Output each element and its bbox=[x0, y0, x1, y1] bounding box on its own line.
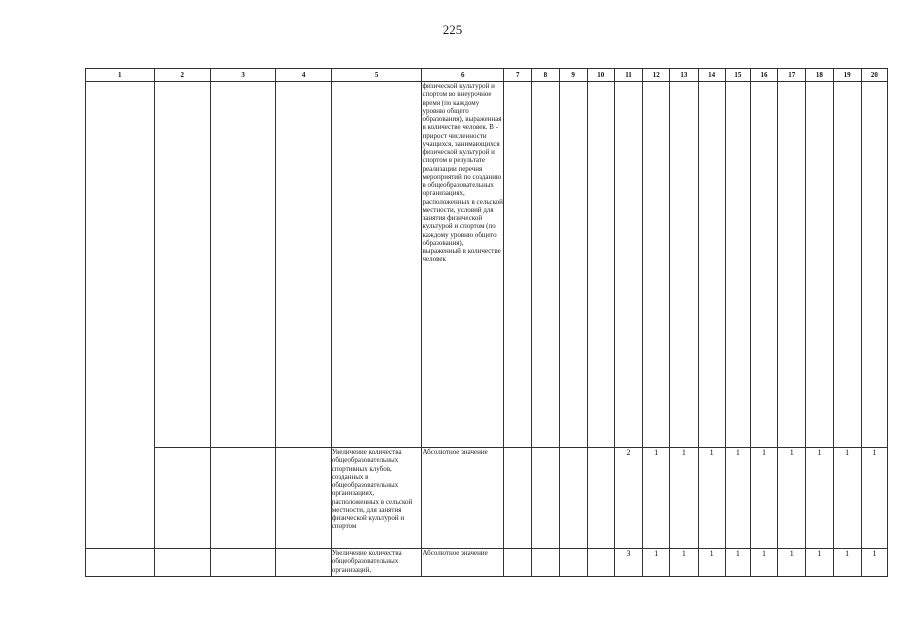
table-row bbox=[86, 549, 888, 577]
table-cell bbox=[210, 82, 275, 448]
table-cell bbox=[750, 82, 777, 448]
value-cell: 1 bbox=[778, 448, 806, 549]
value-cell: 1 bbox=[861, 549, 887, 577]
header-cell: 17 bbox=[778, 69, 806, 82]
value-cell: 1 bbox=[643, 448, 670, 549]
table-cell bbox=[504, 82, 532, 448]
header-cell: 19 bbox=[833, 69, 861, 82]
header-cell: 14 bbox=[698, 69, 725, 82]
value-cell: 1 bbox=[750, 448, 777, 549]
table-cell bbox=[331, 82, 422, 448]
table-cell bbox=[643, 82, 670, 448]
table-cell bbox=[587, 82, 614, 448]
value-cell: 1 bbox=[725, 549, 750, 577]
header-cell: 6 bbox=[422, 69, 504, 82]
value-cell: 1 bbox=[750, 549, 777, 577]
value-cell: 1 bbox=[806, 549, 833, 577]
header-cell: 3 bbox=[210, 69, 275, 82]
table-cell bbox=[504, 448, 532, 549]
table-cell bbox=[504, 549, 532, 577]
table-cell bbox=[725, 82, 750, 448]
header-cell: 4 bbox=[276, 69, 331, 82]
header-cell: 16 bbox=[750, 69, 777, 82]
table-cell bbox=[532, 82, 559, 448]
value-cell: 1 bbox=[833, 549, 861, 577]
header-cell: 11 bbox=[614, 69, 642, 82]
table-cell bbox=[86, 82, 155, 549]
table-row bbox=[86, 82, 888, 448]
value-cell: 1 bbox=[861, 448, 887, 549]
table-cell bbox=[154, 549, 210, 577]
table-cell bbox=[861, 82, 887, 448]
value-cell: 1 bbox=[806, 448, 833, 549]
table-cell bbox=[778, 82, 806, 448]
header-cell: 12 bbox=[643, 69, 670, 82]
value-cell: 1 bbox=[698, 448, 725, 549]
table-cell bbox=[559, 448, 587, 549]
unit-cell: Абсолютное значение bbox=[422, 448, 504, 549]
table-cell bbox=[670, 82, 698, 448]
value-cell: 1 bbox=[725, 448, 750, 549]
header-cell: 5 bbox=[331, 69, 422, 82]
value-cell: 1 bbox=[643, 549, 670, 577]
unit-cell: Абсолютное значение bbox=[422, 549, 504, 577]
header-cell: 18 bbox=[806, 69, 833, 82]
table-cell bbox=[210, 448, 275, 549]
table-cell bbox=[532, 448, 559, 549]
table-cell bbox=[276, 82, 331, 448]
table-cell bbox=[276, 448, 331, 549]
header-cell: 10 bbox=[587, 69, 614, 82]
header-cell: 7 bbox=[504, 69, 532, 82]
value-cell: 1 bbox=[670, 448, 698, 549]
table-cell bbox=[210, 549, 275, 577]
table-cell bbox=[587, 549, 614, 577]
table-cell bbox=[154, 448, 210, 549]
table-cell bbox=[806, 82, 833, 448]
header-row bbox=[86, 69, 888, 82]
table-cell bbox=[154, 82, 210, 448]
value-cell: 1 bbox=[778, 549, 806, 577]
value-cell: 1 bbox=[670, 549, 698, 577]
table-cell bbox=[86, 549, 155, 577]
table-cell bbox=[559, 82, 587, 448]
header-cell: 1 bbox=[86, 69, 155, 82]
value-cell: 1 bbox=[833, 448, 861, 549]
table-cell bbox=[559, 549, 587, 577]
header-cell: 13 bbox=[670, 69, 698, 82]
table-cell bbox=[532, 549, 559, 577]
table-cell bbox=[587, 448, 614, 549]
table-cell bbox=[614, 82, 642, 448]
indicator-description-cell: физической культурой и спортом во внеурочное время (по каждому уровню общего образования), выраженная в количестве человек. В - прирост численности учащихся, занимающихся физической культурой и спортом в результате реализации перечня мероприятий по созданию в общеобразовательных организациях, расположенных в сельской местности, условий для занятия физической культурой и спортом (по каждому уровню общего образования), выраженный в количестве человек bbox=[422, 82, 504, 448]
table-cell bbox=[833, 82, 861, 448]
value-cell: 3 bbox=[614, 549, 642, 577]
page-number: 225 bbox=[442, 22, 463, 37]
header-cell: 8 bbox=[532, 69, 559, 82]
data-table bbox=[85, 68, 888, 577]
value-cell: 1 bbox=[698, 549, 725, 577]
header-cell: 15 bbox=[725, 69, 750, 82]
indicator-name-cell: Увеличение количества общеобразовательных организаций, bbox=[331, 549, 422, 577]
table-cell bbox=[276, 549, 331, 577]
value-cell: 2 bbox=[614, 448, 642, 549]
header-cell: 20 bbox=[861, 69, 887, 82]
table-row bbox=[86, 448, 888, 549]
header-cell: 9 bbox=[559, 69, 587, 82]
indicator-name-cell: Увеличение количества общеобразовательных спортивных клубов, созданных в общеобразовательных организациях, расположенных в сельской местности, для занятия физической культурой и спортом bbox=[331, 448, 422, 549]
header-cell: 2 bbox=[154, 69, 210, 82]
table-cell bbox=[698, 82, 725, 448]
